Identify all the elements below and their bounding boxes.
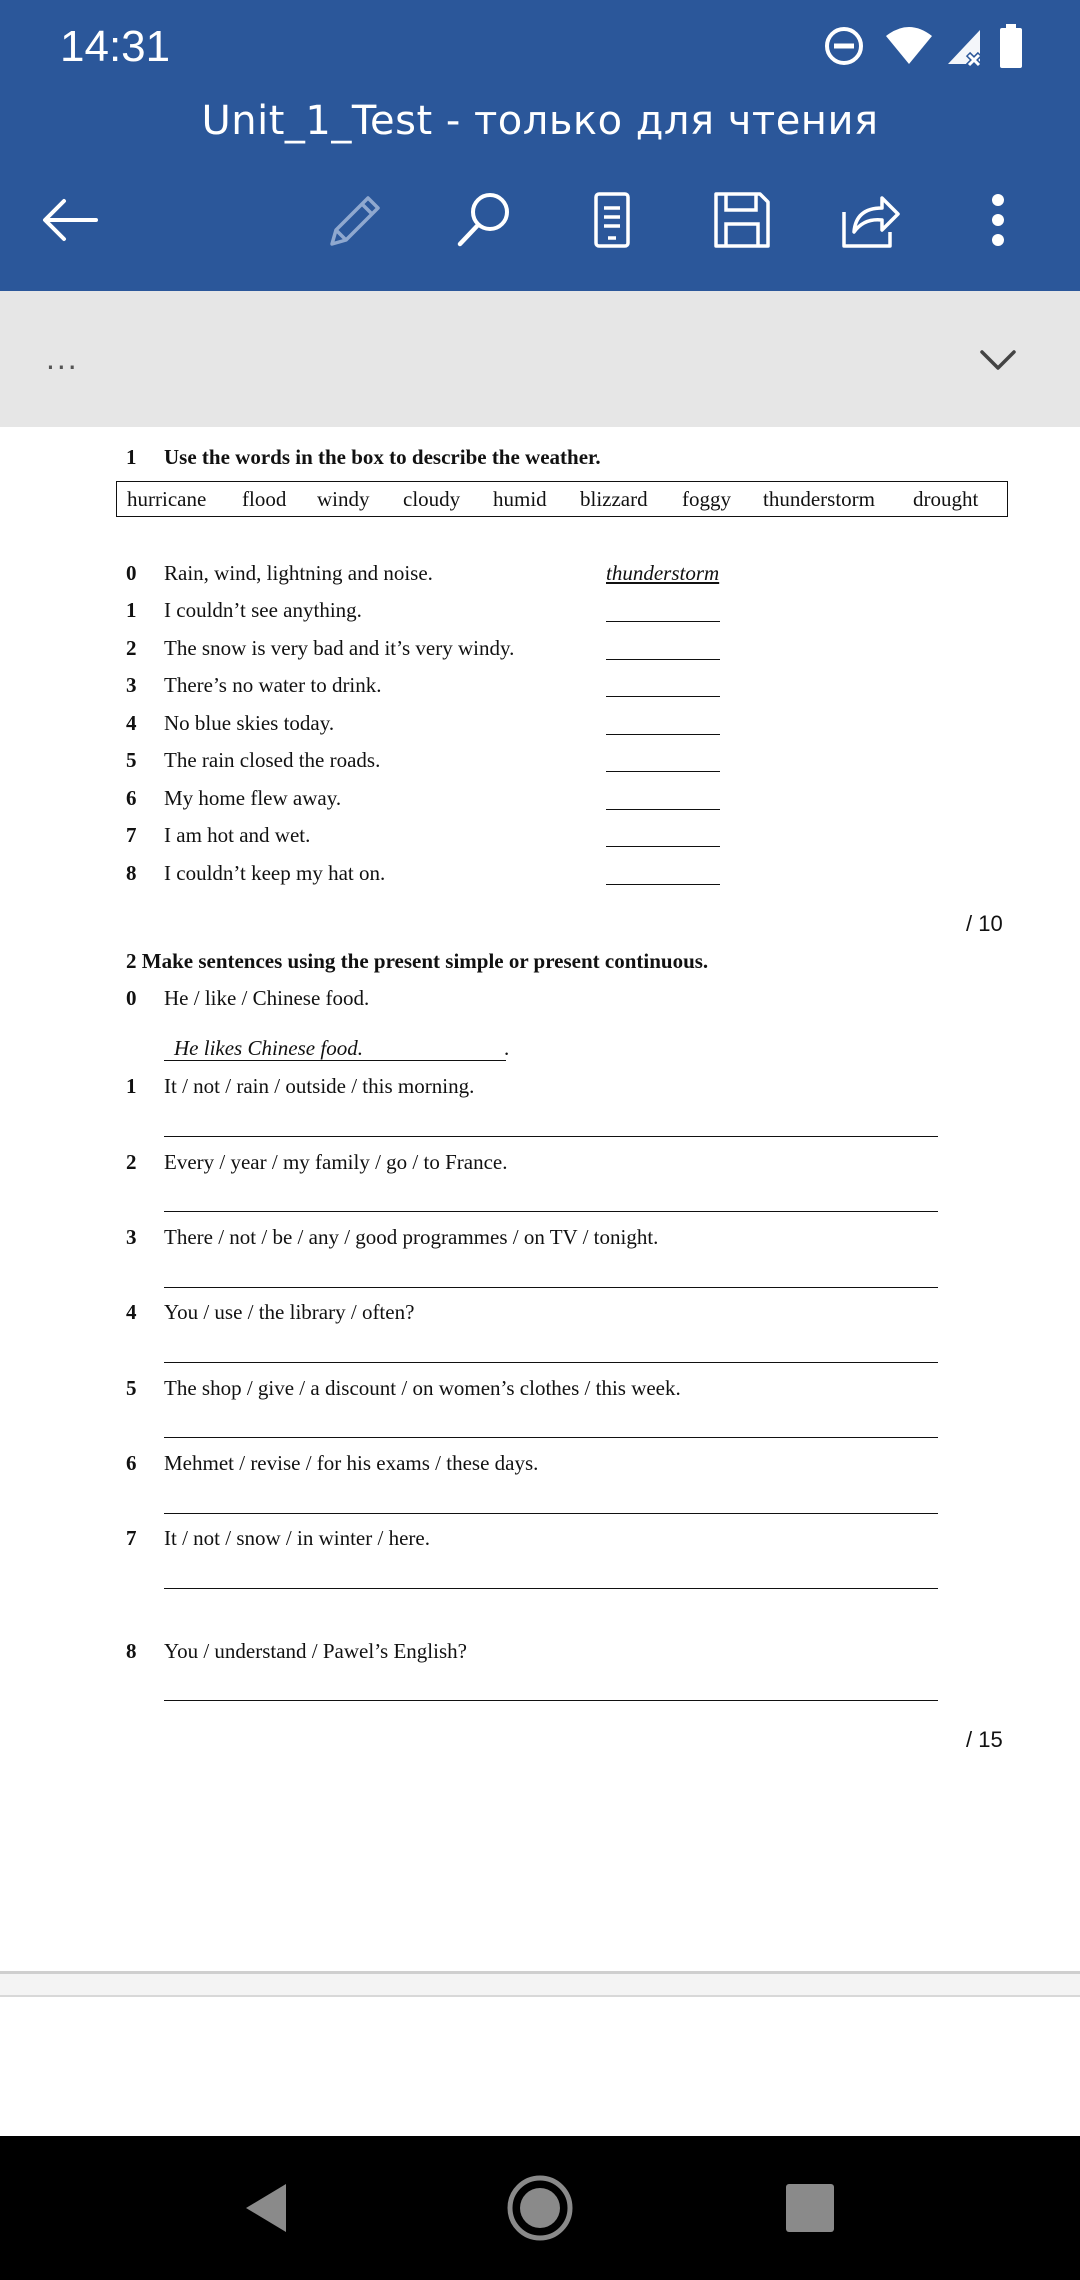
search-button[interactable] (452, 188, 516, 252)
document-title: Unit_1_Test - только для чтения (201, 98, 879, 144)
nav-recents-icon[interactable] (774, 2172, 846, 2244)
ex1-item-text: My home flew away. (164, 786, 342, 810)
ex1-item-number: 5 (126, 748, 137, 772)
ex1-answer-blank[interactable] (606, 771, 720, 772)
ex2-item-text: He / like / Chinese food. (164, 986, 370, 1010)
word-box-item: blizzard (580, 487, 648, 511)
ex2-item-text: You / use / the library / often? (164, 1300, 415, 1324)
word-box-item: foggy (682, 487, 731, 511)
page-divider (0, 1995, 1080, 1997)
ex1-answer-blank[interactable] (606, 621, 720, 622)
exercise-2-score: / 15 (966, 1727, 1003, 1752)
edit-button[interactable] (322, 188, 386, 252)
ex2-item-number: 2 (126, 1150, 137, 1174)
ex1-item-text: Rain, wind, lightning and noise. (164, 561, 433, 585)
ex2-answer-line[interactable] (164, 1700, 938, 1701)
nav-back-icon[interactable] (232, 2172, 304, 2244)
ex2-answer-line[interactable] (164, 1362, 938, 1363)
ex1-answer-blank[interactable] (606, 659, 720, 660)
ex2-item-text: You / understand / Pawel’s English? (164, 1639, 467, 1663)
ex1-item-text: No blue skies today. (164, 711, 335, 735)
exercise-2-heading: 2 Make sentences using the present simple or present continuous. (126, 949, 709, 973)
page-divider (0, 1971, 1080, 1974)
ex1-item-text: The rain closed the roads. (164, 748, 381, 772)
ex1-answer-blank[interactable] (606, 734, 720, 735)
dnd-icon (822, 24, 866, 68)
ex2-item-number: 4 (126, 1300, 137, 1324)
ex2-answer-line[interactable] (164, 1211, 938, 1212)
word-box-item: windy (317, 487, 370, 511)
battery-icon (998, 24, 1024, 70)
app-bar (0, 0, 1080, 291)
back-button[interactable] (38, 188, 102, 252)
share-button[interactable] (838, 188, 902, 252)
ex1-item-text: I am hot and wet. (164, 823, 311, 847)
ex2-example-period: . (504, 1036, 510, 1060)
ex2-item-number: 5 (126, 1376, 137, 1400)
more-options-button[interactable] (966, 188, 1030, 252)
ex2-example-answer: He likes Chinese food. (174, 1036, 363, 1060)
system-nav-bar (0, 2136, 1080, 2280)
ex1-item-number: 4 (126, 711, 137, 735)
ex2-answer-line[interactable] (164, 1287, 938, 1288)
mobile-view-button[interactable] (580, 188, 644, 252)
word-box-item: humid (493, 487, 547, 511)
ex2-item-number: 8 (126, 1639, 137, 1663)
nav-home-icon[interactable] (504, 2172, 576, 2244)
ex1-item-number: 2 (126, 636, 137, 660)
ex1-answer-blank[interactable] (606, 696, 720, 697)
ex2-item-text: There / not / be / any / good programmes / on TV / tonight. (164, 1225, 659, 1249)
ex1-answer-blank[interactable] (606, 846, 720, 847)
exercise-1-heading: Use the words in the box to describe the weather. (164, 445, 601, 469)
ex2-item-text: It / not / snow / in winter / here. (164, 1526, 430, 1550)
ribbon-more-button[interactable]: ... (46, 340, 79, 376)
save-icon (710, 188, 774, 252)
share-icon (838, 188, 902, 252)
back-arrow-icon (38, 188, 102, 252)
ex1-item-text: I couldn’t see anything. (164, 598, 362, 622)
ex1-item-text: There’s no water to drink. (164, 673, 382, 697)
status-icons (822, 24, 1042, 74)
ex1-item-number: 0 (126, 561, 137, 585)
ex1-item-text: The snow is very bad and it’s very windy. (164, 636, 515, 660)
ex1-item-text: I couldn’t keep my hat on. (164, 861, 386, 885)
ex2-answer-line[interactable] (164, 1588, 938, 1589)
ex2-answer-line[interactable] (164, 1437, 938, 1438)
ex1-answer-blank[interactable] (606, 809, 720, 810)
ex1-example-answer: thunderstorm (606, 561, 720, 585)
ex2-answer-line[interactable] (164, 1136, 938, 1137)
word-box-item: thunderstorm (763, 487, 875, 511)
ex2-example-underline (164, 1060, 506, 1061)
exercise-1-number: 1 (126, 445, 137, 469)
word-box-item: flood (242, 487, 287, 511)
document-page[interactable] (0, 427, 1080, 1973)
word-box-item: hurricane (127, 487, 207, 511)
pencil-icon (322, 188, 386, 252)
ribbon-bar (0, 291, 1080, 427)
ex1-item-number: 6 (126, 786, 137, 810)
mobile-view-icon (580, 188, 644, 252)
word-box-item: drought (913, 487, 979, 511)
status-time: 14:31 (60, 22, 171, 71)
ex2-item-number: 1 (126, 1074, 137, 1098)
ex1-item-number: 7 (126, 823, 137, 847)
ex2-item-text: Mehmet / revise / for his exams / these days. (164, 1451, 539, 1475)
word-box-item: cloudy (403, 487, 461, 511)
more-vert-icon (966, 188, 1030, 252)
wifi-icon (884, 24, 934, 68)
ex2-item-number: 7 (126, 1526, 137, 1550)
ex2-item-text: Every / year / my family / go / to France. (164, 1150, 508, 1174)
ex2-item-text: It / not / rain / outside / this morning. (164, 1074, 475, 1098)
ex2-answer-line[interactable] (164, 1513, 938, 1514)
ex2-item-number: 6 (126, 1451, 137, 1475)
ex1-item-number: 8 (126, 861, 137, 885)
ex2-item-number: 3 (126, 1225, 137, 1249)
ex1-answer-blank[interactable] (606, 884, 720, 885)
signal-icon (946, 24, 986, 68)
ex2-item-number: 0 (126, 986, 137, 1010)
save-button[interactable] (710, 188, 774, 252)
ex2-item-text: The shop / give / a discount / on women’s clothes / this week. (164, 1376, 681, 1400)
word-box (116, 481, 1008, 517)
chevron-down-icon[interactable] (978, 340, 1018, 380)
ex1-item-number: 3 (126, 673, 137, 697)
page-gap (0, 1974, 1080, 1995)
exercise-1-score: / 10 (966, 911, 1003, 936)
search-icon (452, 188, 516, 252)
ex1-item-number: 1 (126, 598, 137, 622)
